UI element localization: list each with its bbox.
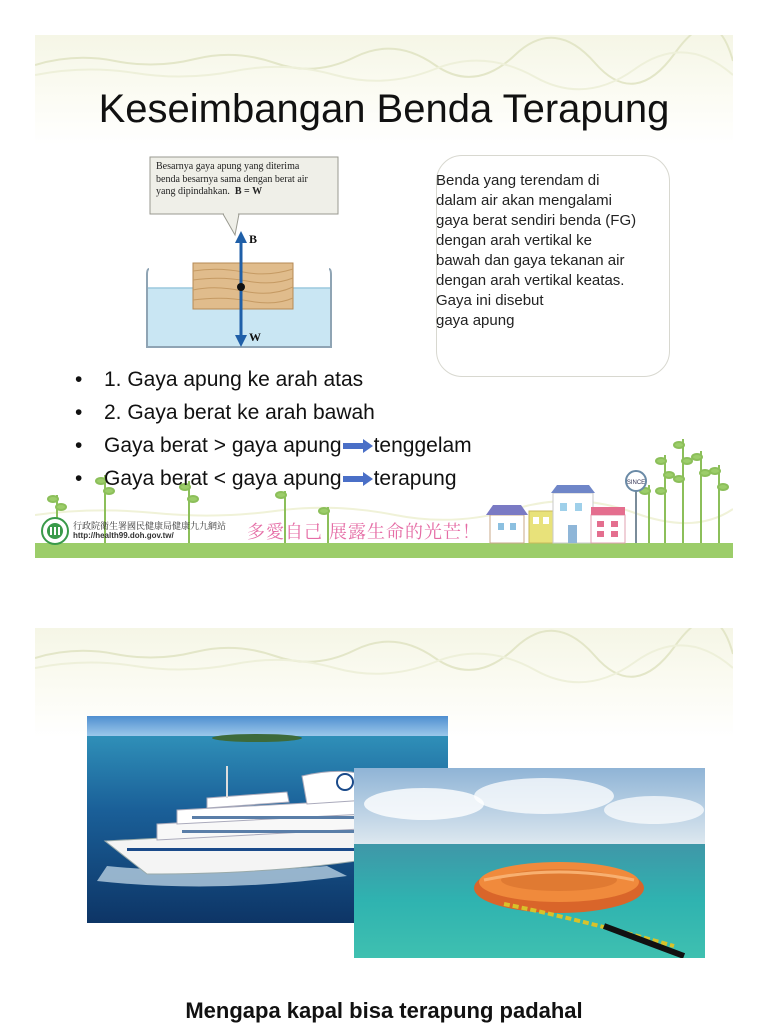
footer-organization: 行政院衛生署國民健康局健康九九網站 (73, 521, 227, 531)
bullet-dot: • (75, 401, 83, 424)
footer-url: http://health99.doh.gov.tw/ (73, 531, 174, 540)
life-raft-photo (354, 768, 705, 958)
bullet-dot: • (75, 434, 83, 457)
bullet-dot: • (75, 368, 83, 391)
slide-2-caption: Mengapa kapal bisa terapung padahal (185, 998, 583, 1023)
right-arrow-icon (343, 439, 373, 453)
diagram-label-weight: W (249, 330, 261, 344)
explanation-callout: Benda yang terendam di dalam air akan mengalami gaya berat sendiri benda (FG) dengan arah vertikal ke bawah dan gaya tekanan air dengan arah vertikal keatas. Gaya ini disebut gaya apung (436, 155, 670, 377)
decorative-wave-header (35, 628, 733, 688)
right-arrow-icon (343, 472, 373, 486)
slide-2 (35, 628, 733, 1024)
slide-title: Keseimbangan Benda Terapung (98, 87, 670, 131)
slide-1: Keseimbangan Benda Terapung Besarnya gaya apung yang diterima benda besarnya sama dengan berat air yang dipindahkan. B = W B W Benda yang terendam di dalam air akan mengalami gaya berat sendiri benda (FG) dengan arah vertikal ke bawah dan gaya tekanan air dengan arah vertikal keatas. Gaya ini disebut gaya apung SINCE • 1. Gaya apung ke arah atas • 2. Gaya berat ke arah bawah • Gaya berat > gaya apung tenggelam • Gaya berat < gaya apung terapung 行政院衛生署國民健康局健康九九網站 http://health99.doh.gov.tw/ 多愛自己 展露生命的光芒！ (35, 35, 733, 558)
health-logo-icon (41, 517, 69, 545)
footer-slogan: 多愛自己 展露生命的光芒！ (247, 522, 481, 542)
buoyancy-diagram (143, 153, 353, 353)
diagram-box-text: Besarnya gaya apung yang diterima benda besarnya sama dengan berat air yang dipindahkan. B = W (156, 161, 308, 197)
bullet-dot: • (75, 467, 83, 490)
diagram-formula: B = W (234, 186, 263, 197)
decorative-wave-header (35, 35, 733, 95)
sign-text: SINCE (626, 480, 646, 486)
diagram-label-buoyant: B (249, 232, 258, 246)
